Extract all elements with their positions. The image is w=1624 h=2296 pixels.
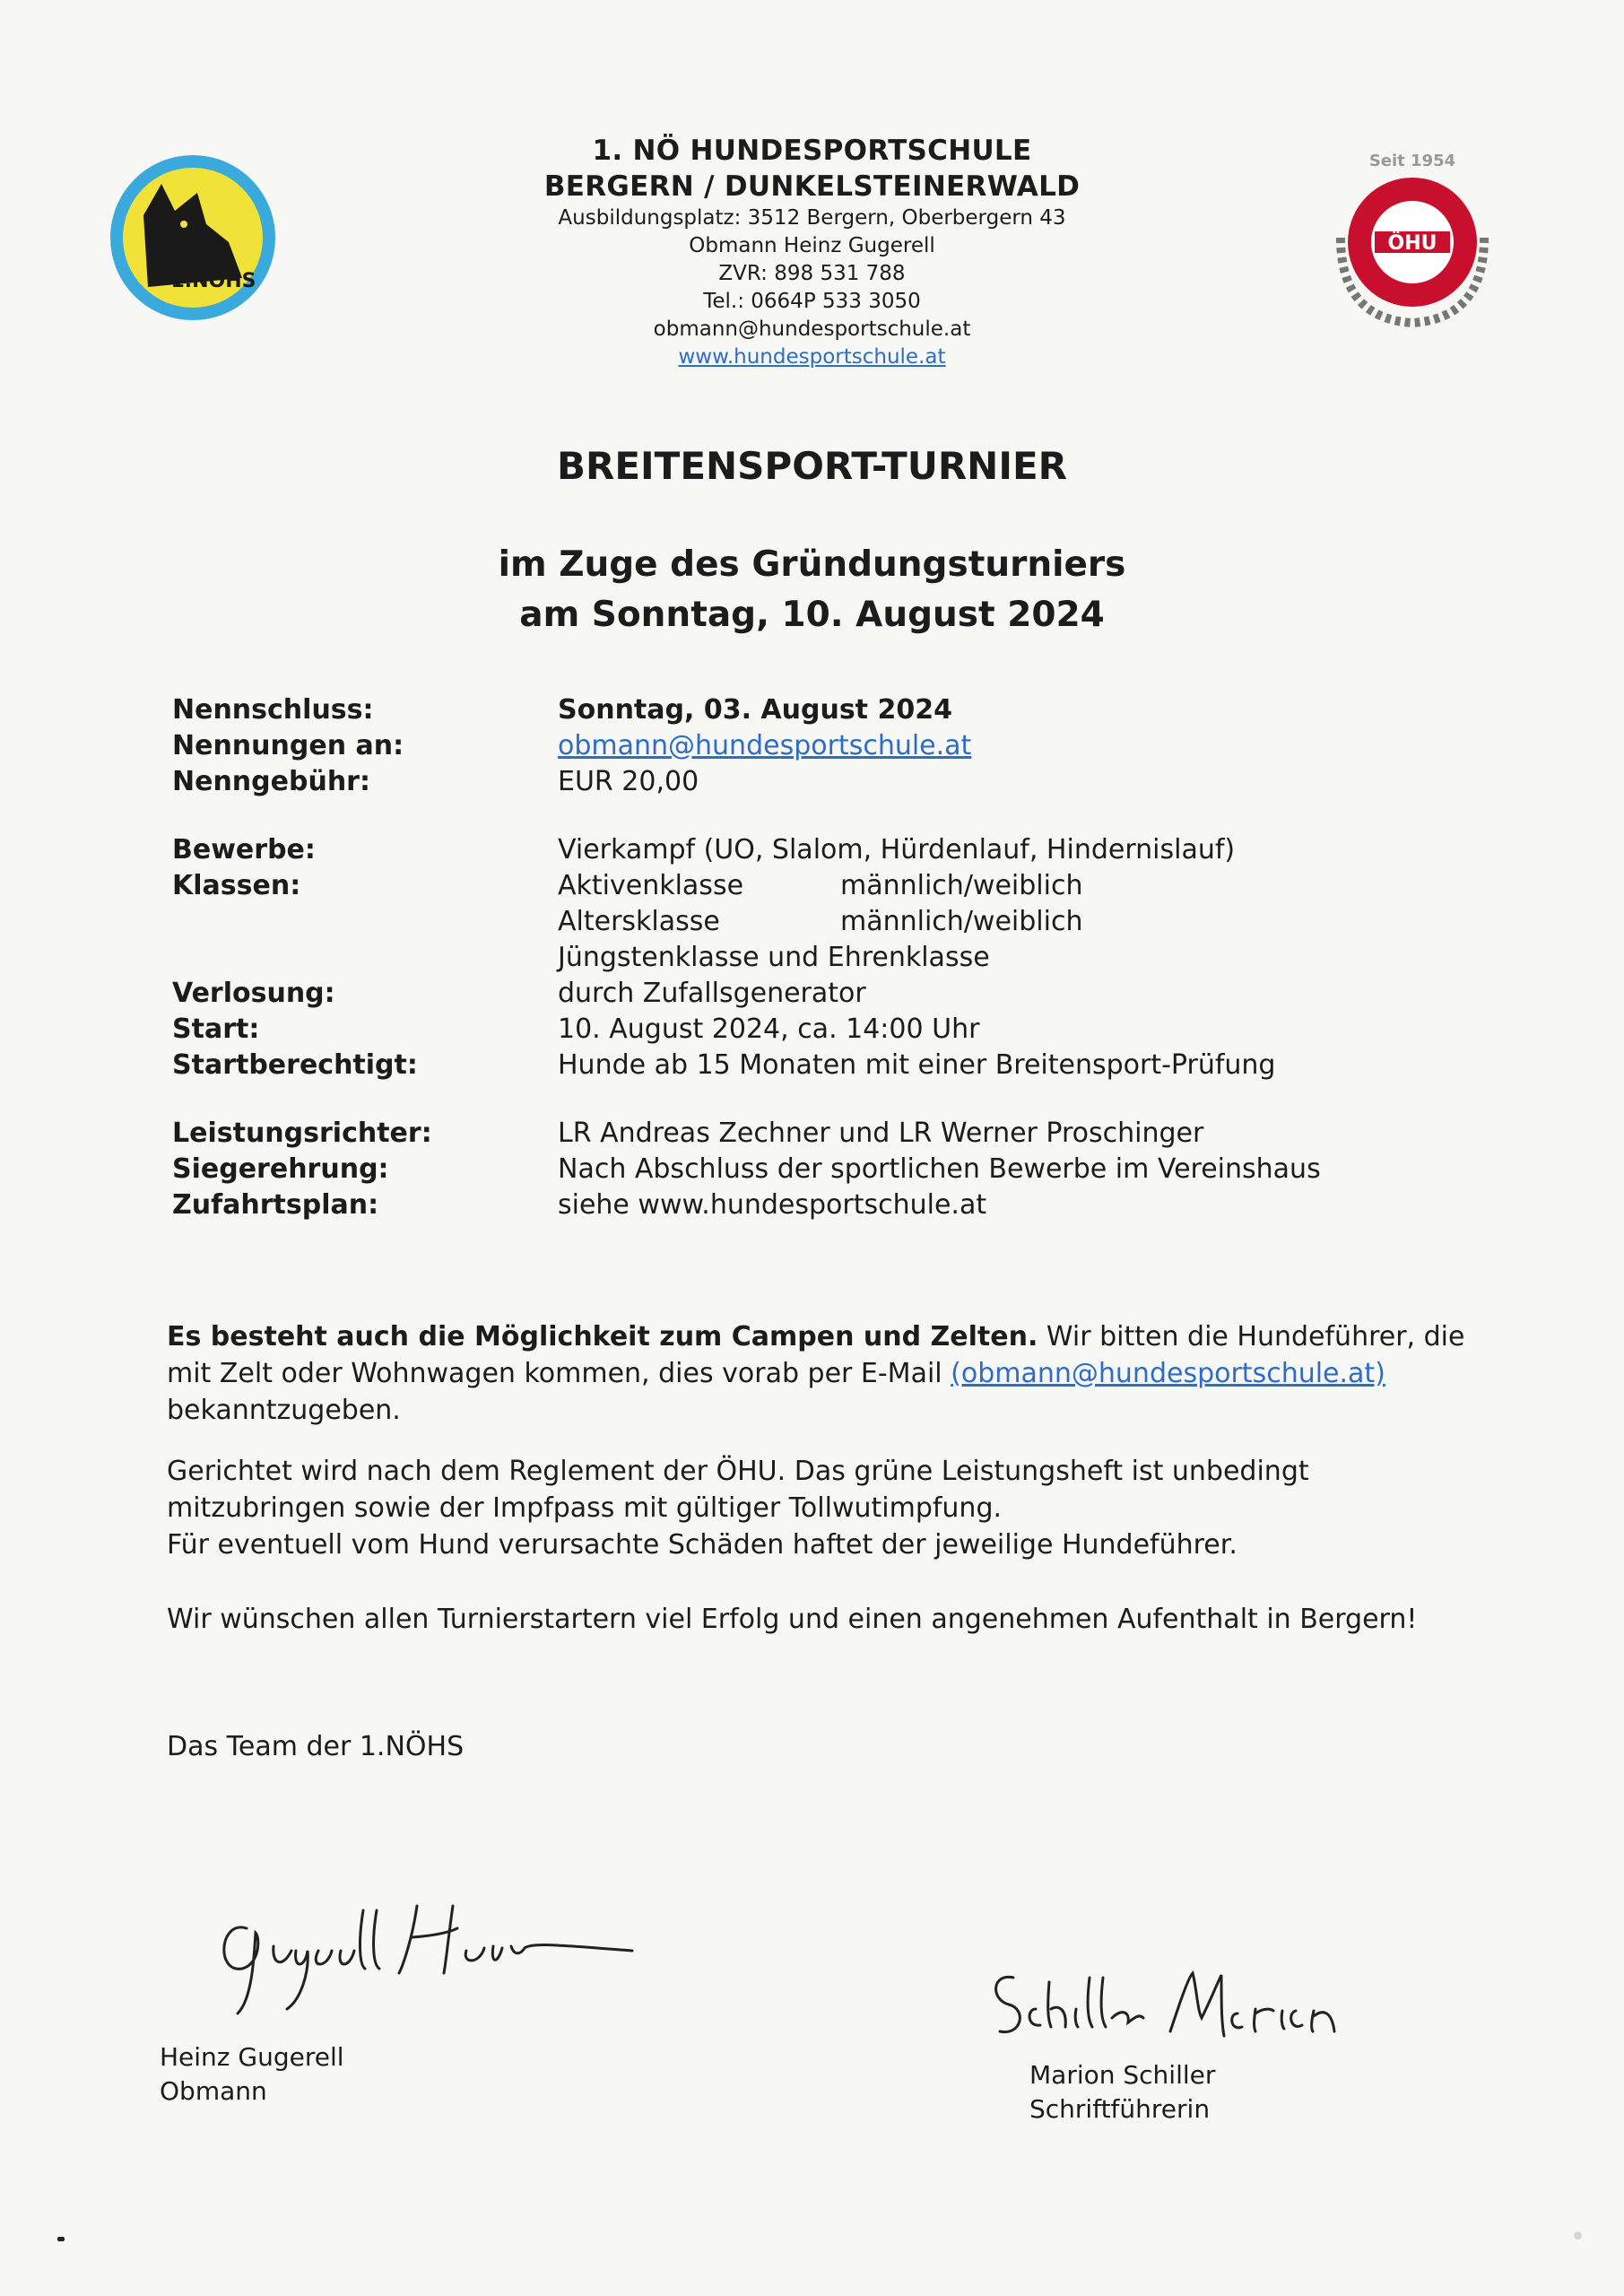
detail-row bbox=[172, 1116, 1517, 1152]
rules-paragraph bbox=[167, 1453, 1476, 1563]
org-location: BERGERN / DUNKELSTEINERWALD bbox=[543, 170, 1081, 203]
detail-row bbox=[172, 692, 1517, 728]
letterhead bbox=[0, 133, 1624, 371]
detail-value: LR Andreas Zechner und LR Werner Proschinger bbox=[558, 1118, 1204, 1149]
detail-row bbox=[172, 1152, 1517, 1187]
detail-value: Sonntag, 03. August 2024 bbox=[558, 694, 952, 726]
tournament-details bbox=[172, 692, 1517, 1223]
signer-left bbox=[160, 2040, 344, 2109]
rules-text: Gerichtet wird nach dem Reglement der ÖHU. Das grüne Leistungsheft ist unbedingt mitzubringen sowie der Impfpass mit gültiger Tollwutimpfung. bbox=[167, 1456, 1309, 1524]
detail-row bbox=[172, 904, 1517, 940]
signer-role: Obmann bbox=[160, 2076, 267, 2106]
detail-row bbox=[172, 832, 1517, 868]
signature-schiller bbox=[986, 1955, 1345, 2054]
org-name: 1. NÖ HUNDESPORTSCHULE bbox=[592, 135, 1032, 167]
camping-text-end: bekanntzugeben. bbox=[167, 1395, 401, 1426]
class-name: Altersklasse bbox=[558, 906, 720, 937]
org-address: Ausbildungsplatz: 3512 Bergern, Oberbergern 43 bbox=[558, 206, 1066, 230]
detail-row bbox=[172, 1012, 1517, 1048]
detail-row bbox=[172, 868, 1517, 904]
signer-right bbox=[1029, 2058, 1215, 2126]
detail-value: Vierkampf (UO, Slalom, Hürdenlauf, Hindernislauf) bbox=[558, 834, 1236, 865]
detail-label: Nennschluss: bbox=[172, 694, 374, 726]
class-name: Jüngstenklasse und Ehrenklasse bbox=[558, 942, 990, 973]
liability-text: Für eventuell vom Hund verursachte Schäden haftet der jeweilige Hundeführer. bbox=[167, 1529, 1238, 1561]
camping-text: Wir bitten die Hundeführer, die mit Zelt oder Wohnwagen kommen, dies vorab per E-Mail bbox=[167, 1321, 1465, 1389]
detail-value: siehe www.hundesportschule.at bbox=[558, 1189, 987, 1221]
ohu-since-text: Seit 1954 bbox=[1368, 152, 1456, 170]
detail-value: Hunde ab 15 Monaten mit einer Breitensport-Prüfung bbox=[558, 1049, 1276, 1081]
detail-row bbox=[172, 1187, 1517, 1223]
document-title: BREITENSPORT-TURNIER bbox=[557, 444, 1067, 488]
camping-heading: Es besteht auch die Möglichkeit zum Campen und Zelten. bbox=[167, 1321, 1038, 1352]
detail-label: Zufahrtsplan: bbox=[172, 1189, 379, 1221]
detail-row bbox=[172, 940, 1517, 976]
org-website-link[interactable]: www.hundesportschule.at bbox=[678, 345, 946, 369]
signer-name: Marion Schiller bbox=[1029, 2060, 1216, 2090]
scan-speck bbox=[57, 2237, 65, 2241]
club-logo-text: 1.NÖHS bbox=[170, 270, 256, 292]
class-gender: männlich/weiblich bbox=[840, 906, 1083, 937]
team-signoff: Das Team der 1.NÖHS bbox=[167, 1731, 465, 1762]
detail-row bbox=[172, 764, 1517, 800]
detail-value: EUR 20,00 bbox=[558, 766, 699, 797]
org-phone: Tel.: 0664P 533 3050 bbox=[703, 290, 921, 313]
wishes-paragraph: Wir wünschen allen Turnierstartern viel Erfolg und einen angenehmen Aufenthalt in Bergern! bbox=[167, 1604, 1418, 1635]
ohu-center-text: ÖHU bbox=[1387, 232, 1437, 255]
detail-label: Siegerehrung: bbox=[172, 1153, 389, 1185]
detail-label: Start: bbox=[172, 1013, 260, 1045]
entry-email-link[interactable]: obmann@hundesportschule.at bbox=[558, 730, 972, 761]
subtitle-line-2: am Sonntag, 10. August 2024 bbox=[519, 595, 1105, 635]
class-gender: männlich/weiblich bbox=[840, 870, 1083, 901]
detail-label: Bewerbe: bbox=[172, 834, 316, 865]
detail-label: Leistungsrichter: bbox=[172, 1118, 432, 1149]
org-chairman: Obmann Heinz Gugerell bbox=[689, 234, 935, 257]
signer-name: Heinz Gugerell bbox=[160, 2042, 344, 2072]
detail-label: Startberechtigt: bbox=[172, 1049, 418, 1081]
scan-speck bbox=[1574, 2231, 1582, 2239]
detail-value: durch Zufallsgenerator bbox=[558, 978, 866, 1009]
detail-row bbox=[172, 976, 1517, 1012]
detail-row bbox=[172, 728, 1517, 764]
org-zvr: ZVR: 898 531 788 bbox=[718, 262, 906, 285]
signer-role: Schriftführerin bbox=[1029, 2094, 1211, 2124]
camping-email-link[interactable]: (obmann@hundesportschule.at) bbox=[951, 1358, 1385, 1389]
detail-label: Verlosung: bbox=[172, 978, 335, 1009]
detail-label: Nenngebühr: bbox=[172, 766, 370, 797]
org-email: obmann@hundesportschule.at bbox=[653, 317, 971, 341]
class-name: Aktivenklasse bbox=[558, 870, 744, 901]
detail-value: Nach Abschluss der sportlichen Bewerbe im Vereinshaus bbox=[558, 1153, 1321, 1185]
document-subtitle bbox=[0, 540, 1624, 640]
detail-label: Klassen: bbox=[172, 870, 301, 901]
detail-label: Nennungen an: bbox=[172, 730, 404, 761]
detail-value: 10. August 2024, ca. 14:00 Uhr bbox=[558, 1013, 980, 1045]
signature-gugerell bbox=[211, 1866, 641, 2018]
camping-paragraph bbox=[167, 1318, 1476, 1429]
subtitle-line-1: im Zuge des Gründungsturniers bbox=[498, 544, 1126, 585]
detail-row bbox=[172, 1048, 1517, 1083]
